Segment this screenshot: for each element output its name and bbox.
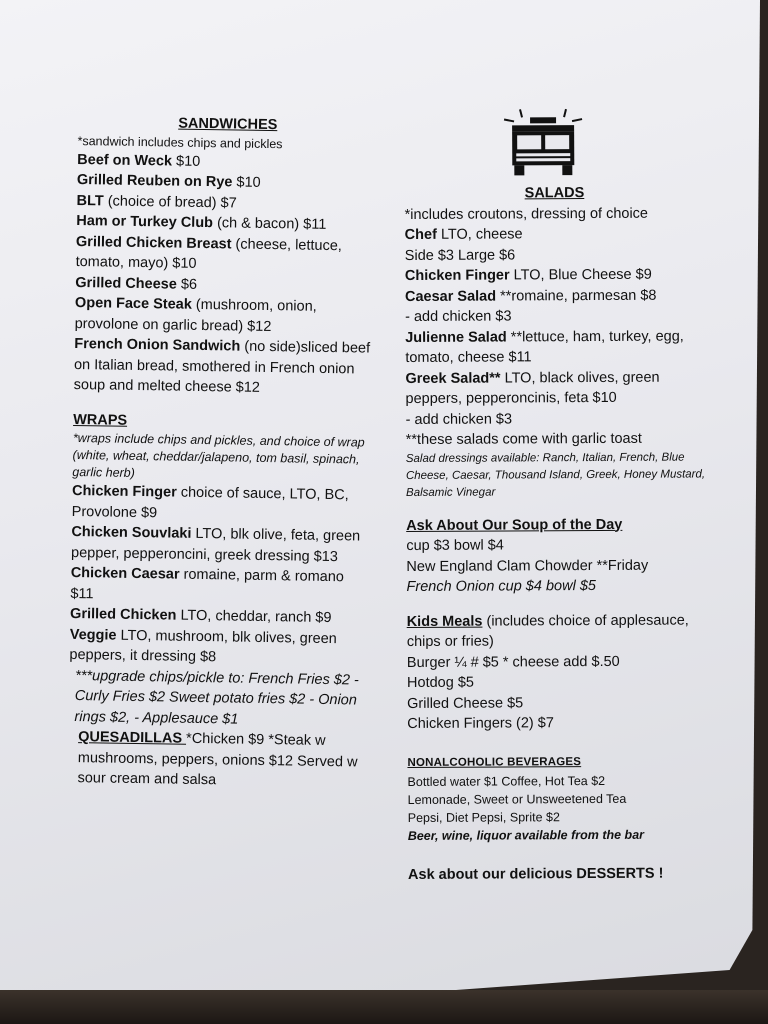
- salad-item: Julienne Salad **lettuce, ham, turkey, egg, tomato, cheese $11: [405, 328, 684, 366]
- fire-truck-icon: [500, 107, 586, 177]
- salad-item: Caesar Salad **romaine, parmesan $8: [404, 287, 657, 305]
- beverage-line: Lemonade, Sweet or Unsweetened Tea: [407, 791, 627, 807]
- wrap-item: Veggie LTO, mushroom, blk olives, green peppers, it dressing $8: [69, 626, 337, 666]
- sandwiches-note: *sandwich includes chips and pickles: [77, 133, 283, 151]
- sandwich-item: Beef on Weck $10: [77, 151, 201, 170]
- wraps-heading: WRAPS: [73, 411, 128, 429]
- kids-line: Hotdog $5: [406, 674, 474, 691]
- wraps-upgrade: ***upgrade chips/pickle to: French Fries $2 - Curly Fries $2 Sweet potato fries $2 - Onion rings $2, - Applesauce $1: [74, 667, 359, 728]
- sandwich-item: Ham or Turkey Club (ch & bacon) $11: [76, 212, 327, 233]
- soup-line-french-onion: French Onion cup $4 bowl $5: [406, 578, 596, 595]
- salad-item: Greek Salad** LTO, black olives, green peppers, pepperoncinis, feta $10: [405, 369, 660, 407]
- quesadillas: [67, 727, 368, 793]
- soup-line: New England Clam Chowder **Friday: [406, 557, 649, 575]
- salads-heading: SALADS: [524, 185, 585, 202]
- salad-item: - add chicken $3: [405, 308, 512, 325]
- soup-heading: Ask About Our Soup of the Day: [406, 516, 623, 534]
- kids-line: Burger ¼ # $5 * cheese add $.50: [406, 653, 620, 671]
- salads-note: *includes croutons, dressing of choice: [404, 205, 649, 223]
- sandwich-item: Grilled Chicken Breast (cheese, lettuce, tomato, mayo) $10: [75, 233, 343, 272]
- wraps-note: *wraps include chips and pickles, and choice of wrap (white, wheat, cheddar/jalapeno, tom basil, spinach, garlic herb): [72, 430, 365, 480]
- table-surface: [0, 990, 768, 1024]
- quesadillas-desc: *Chicken $9 *Steak w mushrooms, peppers, onions $12 Served w sour cream and salsa: [77, 730, 358, 789]
- salad-item: Chicken Finger LTO, Blue Cheese $9: [404, 266, 652, 284]
- kids-heading: Kids Meals: [406, 613, 483, 630]
- wrap-item: Grilled Chicken LTO, cheddar, ranch $9: [69, 605, 332, 627]
- salad-item: Chef LTO, cheese: [404, 226, 523, 243]
- sandwiches-heading: SANDWICHES: [178, 115, 278, 134]
- soup-line: cup $3 bowl $4: [406, 537, 504, 554]
- kids-line: Grilled Cheese $5: [407, 694, 524, 712]
- bar-note: Beer, wine, liquor available from the bar: [407, 827, 645, 843]
- right-column: [404, 106, 708, 885]
- kids-line: Chicken Fingers (2) $7: [407, 715, 554, 732]
- desserts-note: Ask about our delicious DESSERTS !: [407, 865, 664, 883]
- beverage-line: Pepsi, Diet Pepsi, Sprite $2: [407, 810, 560, 825]
- sandwich-item: Grilled Cheese $6: [75, 274, 198, 293]
- sandwich-item: Open Face Steak (mushroom, onion, provolone on garlic bread) $12: [74, 294, 317, 335]
- salad-item: **these salads come with garlic toast: [405, 430, 642, 448]
- sandwich-item: BLT (choice of bread) $7: [76, 192, 237, 212]
- sandwich-item: French Onion Sandwich (no side)sliced beef on Italian bread, smothered in French onion soup and melted cheese $12: [73, 335, 371, 396]
- wrap-item: Chicken Finger choice of sauce, LTO, BC, Provolone $9: [71, 482, 349, 521]
- quesadillas-heading: QUESADILLAS: [78, 729, 187, 747]
- wrap-item: Chicken Souvlaki LTO, blk olive, feta, green pepper, pepperoncini, greek dressing $13: [70, 523, 361, 565]
- beverages-heading: NONALCOHOLIC BEVERAGES: [407, 755, 582, 769]
- salad-item: - add chicken $3: [405, 410, 513, 428]
- kids-heading-line: Kids Meals (includes choice of applesauce, chips or fries): [406, 612, 689, 650]
- left-column: [67, 112, 378, 793]
- salad-dressings: Salad dressings available: Ranch, Italian, French, Blue Cheese, Caesar, Thousand Island, Greek, Honey Mustard, Balsamic Vinegar: [405, 451, 706, 499]
- salad-item: Side $3 Large $6: [404, 246, 516, 264]
- wrap-item: Chicken Caesar romaine, parm & romano $11: [70, 564, 345, 602]
- beverage-line: Bottled water $1 Coffee, Hot Tea $2: [407, 773, 606, 789]
- sandwich-item: Grilled Reuben on Rye $10: [76, 171, 261, 191]
